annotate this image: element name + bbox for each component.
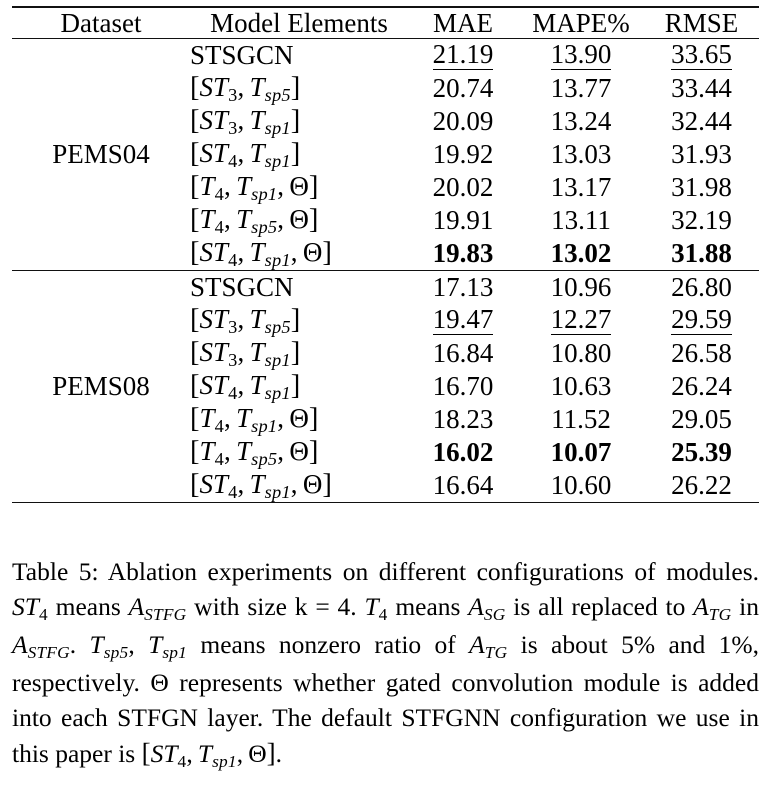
column-header-mape: MAPE% xyxy=(518,8,644,39)
mae-cell: 19.47 xyxy=(432,304,494,335)
model-elements-cell: [$ST_4$, $T_{sp1}$, Θ] xyxy=(190,235,332,271)
caption-math-astfg: $A_{STFG}$ xyxy=(128,592,187,625)
caption-math-t4: $T_4$ xyxy=(364,592,388,625)
rmse-cell: 33.44 xyxy=(671,73,732,104)
mape-cell: 13.03 xyxy=(550,139,612,170)
rmse-cell: 25.39 xyxy=(671,437,732,468)
mae-cell: 17.13 xyxy=(408,271,518,305)
model-elements-cell: [$T_4$, $T_{sp5}$, Θ] xyxy=(190,434,319,470)
model-elements-cell: [$T_4$, $T_{sp1}$, Θ] xyxy=(190,169,319,205)
mae-cell: 19.83 xyxy=(432,238,494,269)
model-elements-cell: [$T_4$, $T_{sp1}$, Θ] xyxy=(190,401,319,437)
rmse-cell: 29.05 xyxy=(671,404,732,435)
mape-cell: 13.90 xyxy=(550,39,612,70)
mape-cell: 13.02 xyxy=(550,238,612,269)
model-elements-cell: [$ST_3$, $T_{sp1}$] xyxy=(190,335,301,371)
caption-math-asg: $A_{SG}$ xyxy=(468,592,506,625)
mape-cell: 10.63 xyxy=(550,371,612,402)
column-header-dataset: Dataset xyxy=(12,8,190,39)
model-elements-cell: [$ST_4$, $T_{sp1}$] xyxy=(190,368,301,404)
mae-cell: 16.02 xyxy=(432,437,494,468)
table-figure-page xyxy=(0,6,771,808)
column-header-rmse: RMSE xyxy=(644,8,759,39)
mape-cell: 13.17 xyxy=(550,172,612,203)
mape-cell: 10.80 xyxy=(550,338,612,369)
table-row xyxy=(12,271,759,305)
rmse-cell: 29.59 xyxy=(671,304,732,335)
mae-cell: 19.91 xyxy=(432,205,494,236)
mae-cell: 20.09 xyxy=(432,106,494,137)
caption-label: Table 5: xyxy=(12,557,99,586)
mape-cell: 11.52 xyxy=(551,404,611,435)
dataset-label-pems08: PEMS08 xyxy=(12,271,190,503)
table-header-row xyxy=(12,8,759,39)
rmse-cell: 26.58 xyxy=(671,338,732,369)
table-group-pems08 xyxy=(12,271,759,504)
column-header-elements: Model Elements xyxy=(190,8,408,39)
model-elements-cell: STSGCN xyxy=(190,40,294,71)
rmse-cell: 31.88 xyxy=(671,238,732,269)
rmse-cell: 26.80 xyxy=(644,271,759,305)
mape-cell: 13.24 xyxy=(550,106,612,137)
rmse-cell: 32.19 xyxy=(671,205,732,236)
rmse-cell: 31.98 xyxy=(671,172,732,203)
mape-cell: 12.27 xyxy=(550,304,612,335)
model-elements-cell: [$ST_4$, $T_{sp1}$] xyxy=(190,136,301,172)
dataset-label-pems04: PEMS04 xyxy=(52,139,150,170)
caption-math-default-config: [$ST_4$, $T_{sp1}$, Θ] xyxy=(141,738,276,771)
mape-cell: 13.77 xyxy=(550,73,612,104)
model-elements-cell: [$ST_3$, $T_{sp5}$] xyxy=(190,302,301,338)
mae-cell: 16.70 xyxy=(432,371,494,402)
model-elements-cell: [$ST_3$, $T_{sp5}$] xyxy=(190,70,301,106)
table-caption: Table 5: Ablation experiments on different configurations of modules. $ST_4$ means $A_{STFG}$ with size k = 4. $T_4$ means $A_{SG}$ is all replaced to $A_{TG}$ in $A_{STFG}$. $T_{sp5}$, $T_{sp1}$ means nonzero ratio of $A_{TG}$ is about 5% and 1%, respectively. Θ represents whether gated convolution module is added into each STFGN layer. The default STFGNN configuration we use in this paper is [$ST_4$, $T_{sp1}$, Θ]. xyxy=(12,557,760,771)
ablation-results-table xyxy=(12,6,759,503)
caption-math-atg: $A_{TG}$ xyxy=(693,592,732,625)
model-elements-cell: STSGCN xyxy=(190,271,408,305)
table-bottom-rule xyxy=(12,503,759,504)
mae-cell: 18.23 xyxy=(432,404,494,435)
mape-cell: 10.60 xyxy=(550,470,612,501)
mae-cell: 21.19 xyxy=(432,39,494,70)
rmse-cell: 32.44 xyxy=(671,106,732,137)
caption-math-st4: $ST_4$ xyxy=(12,592,48,625)
rmse-cell: 31.93 xyxy=(671,139,732,170)
mape-cell: 10.96 xyxy=(518,271,644,305)
mae-cell: 20.02 xyxy=(432,172,494,203)
model-elements-cell: [$ST_3$, $T_{sp1}$] xyxy=(190,103,301,139)
mae-cell: 19.92 xyxy=(432,139,494,170)
rmse-cell: 26.22 xyxy=(671,470,732,501)
column-header-mae: MAE xyxy=(408,8,518,39)
table-group-pems04 xyxy=(12,39,759,271)
caption-math-atg-2: $A_{TG}$ xyxy=(469,629,508,662)
caption-math-tsp1: $T_{sp1}$ xyxy=(148,629,188,662)
mae-cell: 16.64 xyxy=(432,470,494,501)
rmse-cell: 26.24 xyxy=(671,371,732,402)
model-elements-cell: [$T_4$, $T_{sp5}$, Θ] xyxy=(190,202,319,238)
mae-cell: 20.74 xyxy=(432,73,494,104)
table-row xyxy=(12,39,759,73)
caption-math-astfg-2: $A_{STFG}$ xyxy=(12,629,70,662)
caption-math-theta: Θ xyxy=(150,667,169,697)
mae-cell: 16.84 xyxy=(432,338,494,369)
mape-cell: 10.07 xyxy=(550,437,612,468)
rmse-cell: 33.65 xyxy=(671,39,732,70)
model-elements-cell: [$ST_4$, $T_{sp1}$, Θ] xyxy=(190,467,332,503)
caption-math-tsp5: $T_{sp5}$ xyxy=(89,629,129,662)
mape-cell: 13.11 xyxy=(551,205,611,236)
